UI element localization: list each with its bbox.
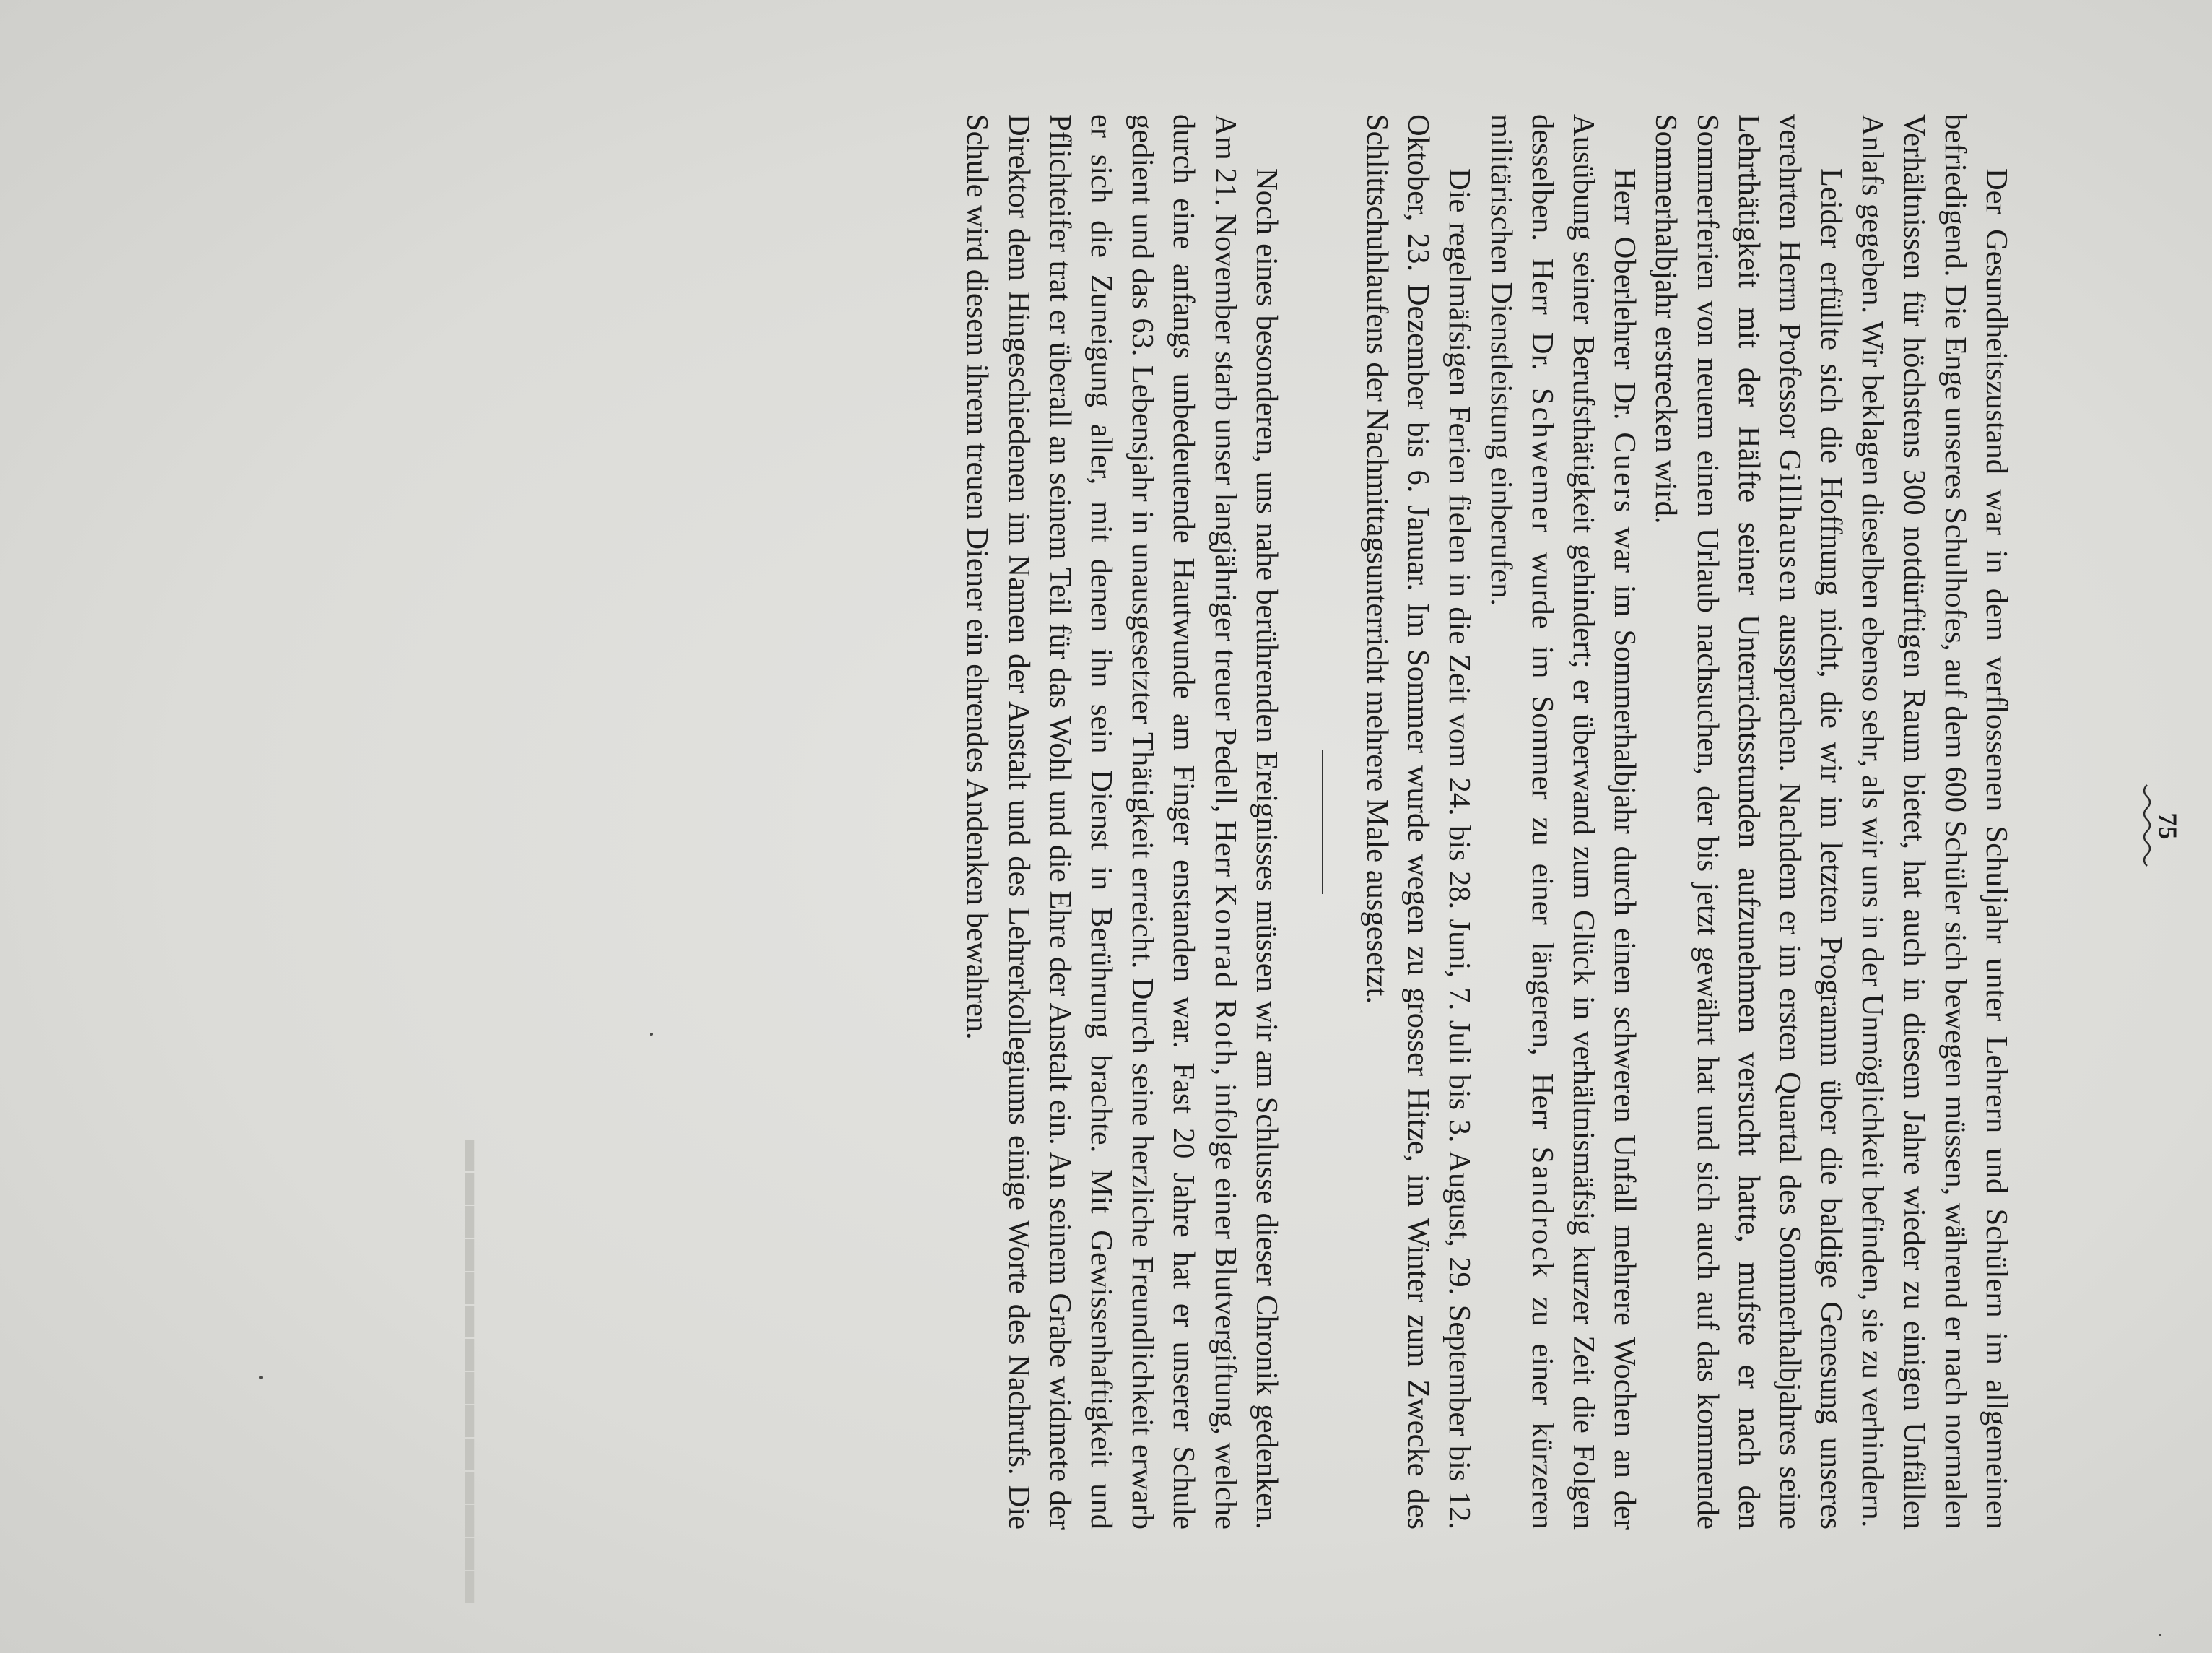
dust-speck	[2159, 1634, 2161, 1636]
paragraph-text: Noch eines besonderen, uns nahe berührenden Ereignisses müssen wir am Schlusse dieser Chronik gedenken. Am 21. November starb unser langjähriger treuer Pedell, Herr	[1208, 114, 1284, 1530]
page-header	[2140, 0, 2183, 1653]
paragraph	[957, 114, 1287, 1530]
dust-speck	[650, 1033, 653, 1036]
paragraph-text: war im Sommerhalbjahr durch einen schweren Unfall mehrere Wochen an der Ausübung seiner Berufsthätigkeit gehindert; er überwand zum Glück in verhältnismäfsig kurzer Zeit die Folgen desselben. Herr Dr.	[1525, 114, 1642, 1530]
person-name: Konrad Roth	[1208, 884, 1242, 1068]
paragraph	[1357, 114, 1481, 1530]
paragraph-text: Leider erfüllte sich die Hoffnung nicht, die wir im letzten Programm über die baldige Genesung unseres verehrten Herrn Professor	[1772, 114, 1849, 1530]
page-number: 75	[2154, 812, 2182, 841]
paragraph-text: zu einer kürzeren militärischen Dienstleistung einberufen.	[1484, 114, 1559, 1530]
paragraph	[1480, 114, 1645, 1530]
paragraph-text: , infolge einer Blutvergiftung, welche durch eine anfangs unbedeutende Hautwunde am Finger enstanden war. Fast 20 Jahre hat er unserer Schule gedient und das 63. Lebensjahr in unausgesetzter Thätigkeit erreicht. Durch seine herzliche Freundlichkeit erwarb er sich die Zuneigung aller, mit denen ihn sein Dienst in Berührung brachte. Mit Gewissenhaftigkeit und Pflichteifer trat er überall an seinem Teil für das Wohl und die Ehre der Anstalt ein. An seinem Grabe widmete der Direktor dem Hingeschiedenen im Namen der Anstalt und des Lehrerkollegiums einige Worte des Nachrufs. Die Schule wird diesem ihrem treuen Diener ein ehrendes Andenken bewahren.	[960, 114, 1242, 1530]
person-name: Sandrock	[1525, 1146, 1559, 1280]
paragraph-text: wurde im Sommer zu einer längeren, Herr	[1525, 534, 1559, 1147]
person-name: Schwemer	[1525, 387, 1559, 535]
paragraph	[1645, 114, 1852, 1530]
paragraph	[1852, 114, 2017, 1530]
paragraph-text: Herr Oberlehrer Dr.	[1608, 168, 1642, 433]
paragraph-text: aussprachen. Nachdem er im ersten Quartal des Sommerhalbjahres seine Lehrthätigkeit mit der Hälfte seiner Unterrichtsstunden aufzunehmen versucht hatte, mufste er nach den Sommerferien von neuem einen Urlaub nachsuchen, der bis jetzt gewährt hat und sich auch auf das kommende Sommerhalbjahr erstrecken wird.	[1649, 114, 1807, 1530]
person-name: Gillhausen	[1772, 448, 1807, 604]
header-ornament	[2140, 784, 2153, 870]
paragraph-text: Der Gesundheitszustand war in dem verflossenen Schuljahr unter Lehrern und Schülern im allgemeinen befriedigend. Die Enge unseres Schulhofes, auf dem 600 Schüler sich bewegen müssen, während er nach normalen Verhältnissen für höchstens 300 notdürftigen Raum bietet, hat auch in diesem Jahre wieder zu einigen Unfällen Anlafs gegeben. Wir beklagen dieselben ebenso sehr, als wir uns in der Unmöglichkeit befinden, sie zu verhindern.	[1855, 114, 2013, 1530]
paragraph-text: Die regelmäfsigen Ferien fielen in die Zeit vom 24. bis 28. Juni, 7. Juli bis 3. August, 29. September bis 12. Oktober, 23. Dezember bis 6. Januar. Im Sommer wurde wegen zu grosser Hitze, im Winter zum Zwecke des Schlittschuhlaufens der Nachmittagsunterricht mehrere Male ausgesetzt.	[1359, 114, 1477, 1530]
body-text	[957, 114, 2017, 1530]
section-divider	[1322, 750, 1323, 894]
person-name: Cuers	[1608, 432, 1642, 515]
bleed-through-shadow: ▬▬▬▬▬▬▬▬▬▬▬▬▬▬	[458, 1138, 493, 1603]
dust-speck	[259, 1376, 263, 1379]
